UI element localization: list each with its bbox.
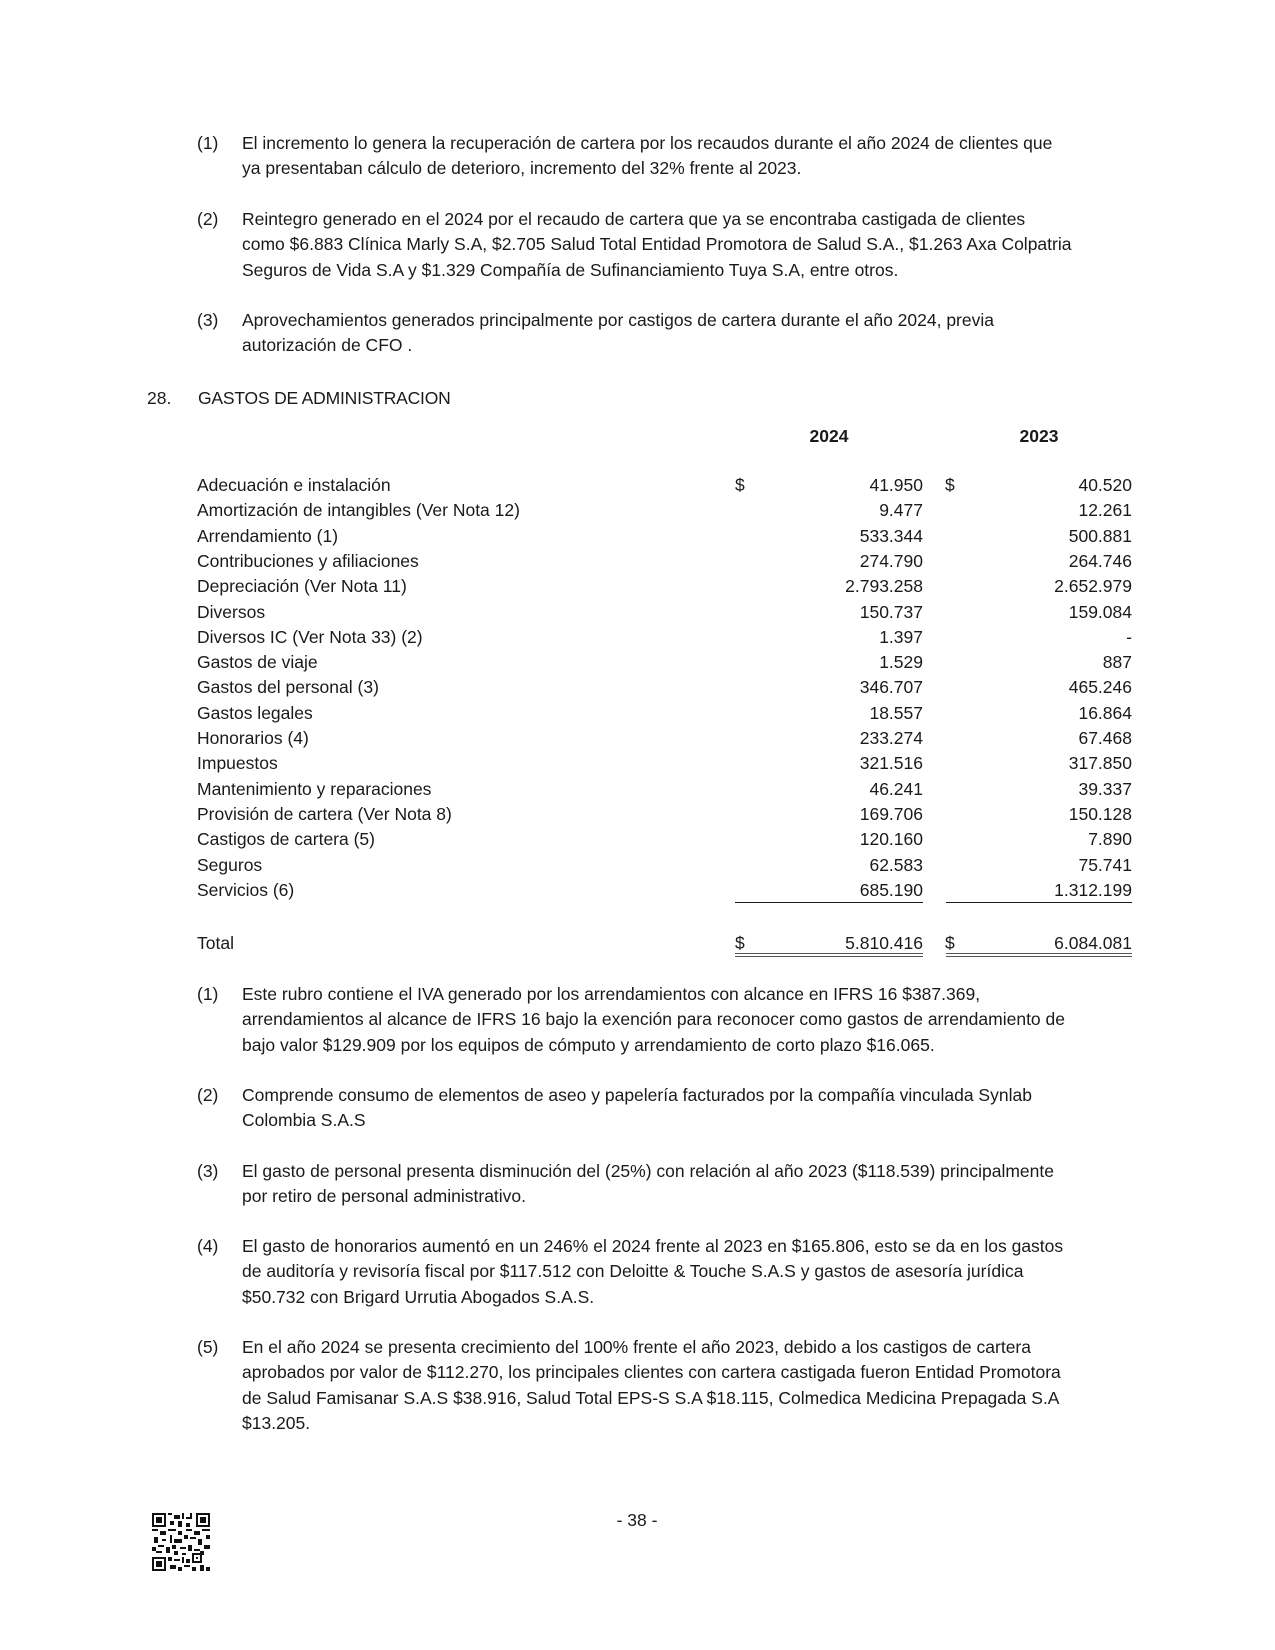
table-row: Gastos de viaje 1.529 887 — [197, 652, 1132, 673]
note-marker: (5) — [197, 1337, 219, 1357]
table-row: Diversos IC (Ver Nota 33) (2) 1.397 - — [197, 626, 1132, 647]
table-row: Gastos legales 18.557 16.864 — [197, 702, 1132, 723]
total-row: Total $ 5.810.416 $ 6.084.081 — [0, 931, 1275, 956]
year-header-2023: 2023 — [1019, 426, 1059, 446]
note-marker: (1) — [197, 984, 219, 1004]
table-row: Impuestos 321.516 317.850 — [197, 753, 1132, 774]
note-marker: (4) — [197, 1236, 219, 1256]
note-text: Este rubro contiene el IVA generado por los arrendamientos con alcance en IFRS 16 $387.369, arrendamientos al alcance de IFRS 16 bajo la exención para reconocer como gastos de arrendamiento de bajo valor $129.909 por los equipos de cómputo y arrendamiento de corto plazo $16.065. — [242, 984, 1065, 1055]
table-row: Honorarios (4) 233.274 67.468 — [197, 728, 1132, 748]
note-marker: (3) — [197, 1161, 219, 1181]
table-row: Mantenimiento y reparaciones 46.241 39.337 — [197, 778, 1132, 799]
note-marker: (3) — [197, 310, 219, 330]
note-text: El incremento lo genera la recuperación de cartera por los recaudos durante el año 2024 de clientes que ya presentaban cálculo de deterioro, incremento del 32% frente al 2023. — [242, 133, 1053, 179]
currency-symbol: $ — [945, 475, 955, 495]
table-row: Gastos del personal (3) 346.707 465.246 — [197, 677, 1132, 698]
note-text: El gasto de personal presenta disminución del (25%) con relación al año 2023 ($118.539) principalmente por retiro de personal administrativo. — [242, 1161, 1054, 1207]
qr-code-icon — [152, 1513, 210, 1571]
page-number: - 38 - — [616, 1510, 658, 1530]
table-row: Depreciación (Ver Nota 11) 2.793.258 2.652.979 — [197, 576, 1132, 597]
note-marker: (2) — [197, 1085, 219, 1105]
table-row: Arrendamiento (1) 533.344 500.881 — [197, 525, 1132, 546]
table-row: Provisión de cartera (Ver Nota 8) 169.706 150.128 — [197, 803, 1132, 824]
currency-symbol: $ — [735, 475, 745, 495]
section-title: GASTOS DE ADMINISTRACION — [198, 388, 451, 408]
table-row: Diversos 150.737 159.084 — [197, 601, 1132, 622]
note-text: Reintegro generado en el 2024 por el recaudo de cartera que ya se encontraba castigada de clientes como $6.883 Clínica Marly S.A, $2.705 Salud Total Entidad Promotora de Salud S.A., $1.263 Axa Colpatria Seguros de Vida S.A y $1.329 Compañía de Sufinanciamiento Tuya S.A, entre otros. — [242, 209, 1072, 280]
currency-symbol: $ — [735, 933, 745, 953]
note-text: El gasto de honorarios aumentó en un 246% el 2024 frente al 2023 en $165.806, esto se da en los gastos de auditoría y revisoría fiscal por $117.512 con Deloitte & Touche S.A.S y gastos de asesoría jurídica $50.732 con Brigard Urrutia Abogados S.A.S. — [242, 1236, 1064, 1307]
table-row: Seguros 62.583 75.741 — [197, 854, 1132, 875]
total-double-underline-2023 — [946, 953, 1132, 957]
table-row: Amortización de intangibles (Ver Nota 12) 9.477 12.261 — [197, 500, 1132, 521]
subtotal-underline-2023 — [946, 902, 1132, 903]
note-marker: (2) — [197, 209, 219, 229]
table-row: Servicios (6) 685.190 1.312.199 — [197, 879, 1132, 900]
total-double-underline-2024 — [735, 953, 923, 957]
table-row: Adecuación e instalación $ 41.950 $ 40.520 — [0, 473, 1275, 498]
year-header-2024: 2024 — [809, 426, 849, 446]
table-row: Castigos de cartera (5) 120.160 7.890 — [197, 829, 1132, 850]
subtotal-underline-2024 — [735, 902, 923, 903]
note-text: Aprovechamientos generados principalmente por castigos de cartera durante el año 2024, previa autorización de CFO . — [242, 310, 994, 356]
note-text: Comprende consumo de elementos de aseo y papelería facturados por la compañía vinculada Synlab Colombia S.A.S — [242, 1085, 1032, 1131]
note-marker: (1) — [197, 133, 219, 153]
section-number: 28. — [147, 388, 172, 408]
table-row: Contribuciones y afiliaciones 274.790 264.746 — [197, 550, 1132, 571]
note-text: En el año 2024 se presenta crecimiento del 100% frente el año 2023, debido a los castigos de cartera aprobados por valor de $112.270, los principales clientes con cartera castigada fueron Entidad Promotora de Salud Famisanar S.A.S $38.916, Salud Total EPS-S S.A $18.115, Colmedica Medicina Prepagada S.A $13.205. — [242, 1337, 1061, 1433]
currency-symbol: $ — [945, 933, 955, 953]
